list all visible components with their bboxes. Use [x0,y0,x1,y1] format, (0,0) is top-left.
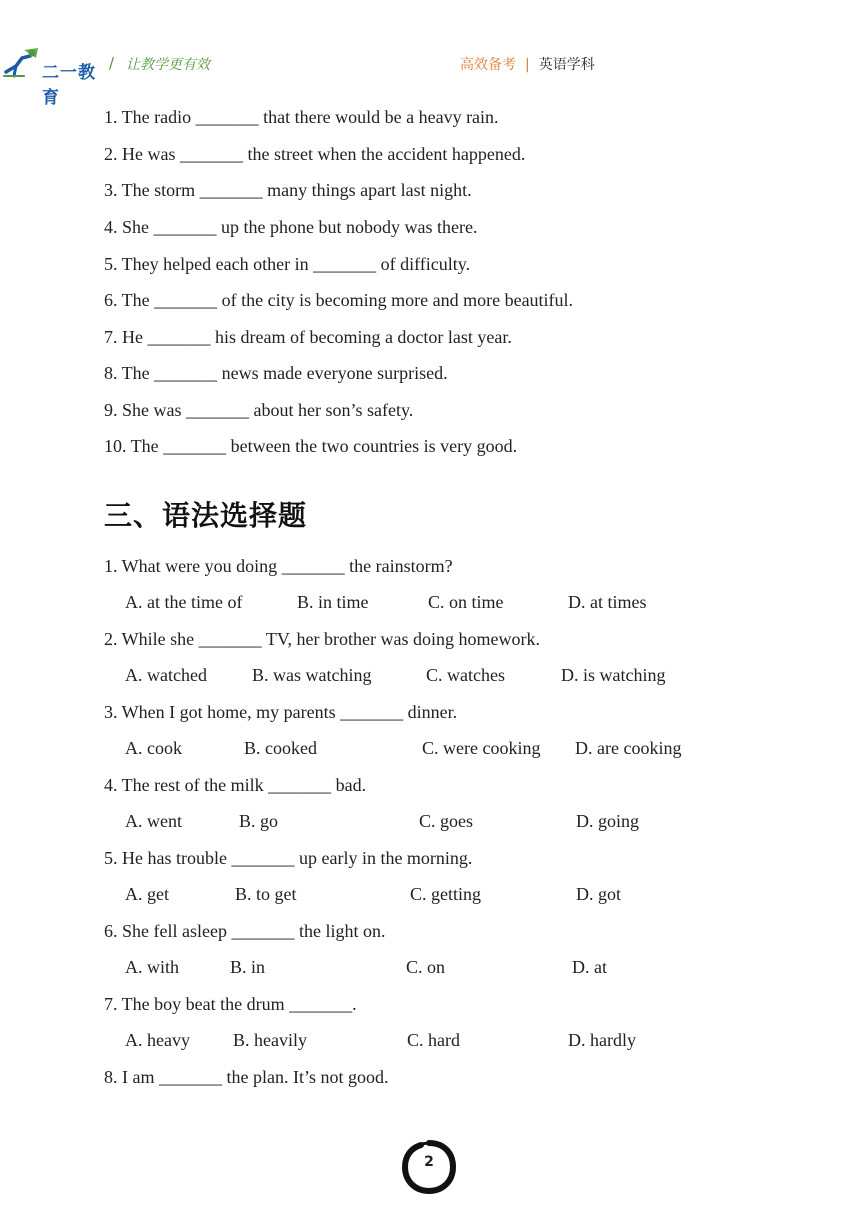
question-7-stem: 7. The boy beat the drum _______. [104,994,357,1014]
question-2-option-c: C. watches [426,665,505,685]
question-2-option-b: B. was watching [252,665,372,685]
runner-logo-icon [2,46,42,80]
header-right [460,54,595,74]
question-3-stem: 3. When I got home, my parents _______ dinner. [104,702,458,722]
header-slash: / [109,54,115,72]
blank-item-5: 5. They helped each other in _______ of difficulty. [104,254,471,274]
brand-name: 二一教育 [42,63,96,108]
question-3-option-b: B. cooked [244,738,317,758]
question-1-option-b: B. in time [297,592,369,612]
section-title: 三、语法选择题 [104,499,308,532]
question-2-option-d: D. is watching [561,665,666,685]
page-header [0,40,860,108]
question-7-option-b: B. heavily [233,1030,307,1050]
question-5-option-d: D. got [576,884,621,904]
blank-item-10: 10. The _______ between the two countries is very good. [104,436,518,456]
blank-item-2: 2. He was _______ the street when the accident happened. [104,144,526,164]
header-subject: 英语学科 [538,57,595,73]
question-2-option-a: A. watched [125,665,207,685]
question-4-option-d: D. going [576,811,639,831]
question-1-option-c: C. on time [428,592,504,612]
question-6-option-d: D. at [572,957,607,977]
blank-item-3: 3. The storm _______ many things apart last night. [104,180,472,200]
blank-item-8: 8. The _______ news made everyone surprised. [104,363,448,383]
question-6-option-a: A. with [125,957,179,977]
header-slogan: 让教学更有效 [126,57,210,73]
page-number-badge [400,1138,458,1196]
question-2-stem: 2. While she _______ TV, her brother was doing homework. [104,629,540,649]
blank-item-6: 6. The _______ of the city is becoming more and more beautiful. [104,290,574,310]
question-8-stem: 8. I am _______ the plan. It’s not good. [104,1067,389,1087]
question-3-option-a: A. cook [125,738,182,758]
question-4-option-c: C. goes [419,811,473,831]
blank-item-1: 1. The radio _______ that there would be a heavy rain. [104,107,499,127]
question-1-option-d: D. at times [568,592,647,612]
blank-item-4: 4. She _______ up the phone but nobody was there. [104,217,478,237]
question-1-stem: 1. What were you doing _______ the rainstorm? [104,556,453,576]
question-1-option-a: A. at the time of [125,592,243,612]
header-tagline: 高效备考 [460,57,516,73]
question-4-stem: 4. The rest of the milk _______ bad. [104,775,367,795]
question-4-option-a: A. went [125,811,182,831]
question-7-option-c: C. hard [407,1030,460,1050]
question-5-stem: 5. He has trouble _______ up early in the morning. [104,848,473,868]
question-6-stem: 6. She fell asleep _______ the light on. [104,921,386,941]
question-7-option-a: A. heavy [125,1030,190,1050]
page-number: 2 [424,1154,434,1170]
question-7-option-d: D. hardly [568,1030,636,1050]
question-6-option-c: C. on [406,957,446,977]
header-separator: | [525,57,530,73]
question-4-option-b: B. go [239,811,279,831]
blank-item-7: 7. He _______ his dream of becoming a doctor last year. [104,327,512,347]
question-5-option-b: B. to get [235,884,297,904]
question-5-option-c: C. getting [410,884,481,904]
question-3-option-d: D. are cooking [575,738,682,758]
question-3-option-c: C. were cooking [422,738,541,758]
blank-item-9: 9. She was _______ about her son’s safety. [104,400,414,420]
question-6-option-b: B. in [230,957,266,977]
question-5-option-a: A. get [125,884,169,904]
logo [2,46,115,108]
